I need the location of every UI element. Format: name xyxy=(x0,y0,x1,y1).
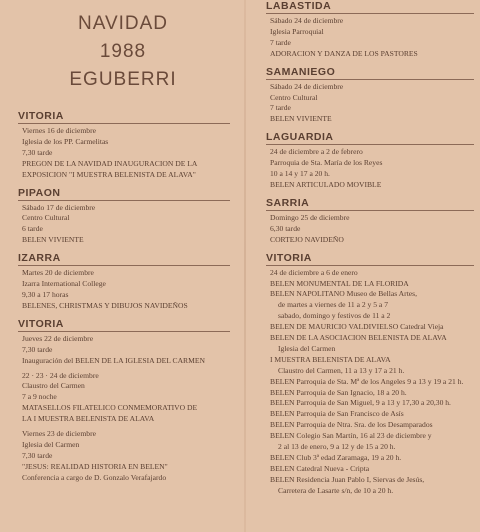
section-heading: PIPAON xyxy=(18,187,230,201)
event-line: 7,30 tarde xyxy=(22,344,53,354)
event-line: de martes a viernes de 11 a 2 y 5 a 7 xyxy=(278,300,388,310)
event-line: Sábado 17 de diciembre xyxy=(22,202,96,212)
event-line: BELEN Club 3ª edad Zaramaga, 19 a 20 h. xyxy=(270,453,402,462)
event-line: PREGON DE LA NAVIDAD INAUGURACION DE LA xyxy=(22,158,198,168)
event-line: Claustro del Carmen xyxy=(22,381,85,391)
right-column xyxy=(266,0,474,503)
event-line: Iglesia del Carmen xyxy=(22,439,80,449)
event-line: Parroquia de Sta. María de los Reyes xyxy=(270,158,383,168)
event-section xyxy=(18,318,230,484)
event-line: BELENES, CHRISTMAS Y DIBUJOS NAVIDEÑOS xyxy=(22,300,188,310)
event-line: BELEN ARTICULADO MOVIBLE xyxy=(270,179,382,189)
section-heading: VITORIA xyxy=(18,110,230,124)
event-section xyxy=(266,66,474,126)
event-line: 9,30 a 17 horas xyxy=(22,289,69,299)
event-line: BELEN NAPOLITANO Museo de Bellas Artes, xyxy=(270,289,418,299)
event-line: Viernes 23 de diciembre xyxy=(22,429,96,439)
event-line: Viernes 16 de diciembre xyxy=(22,126,96,135)
event-section xyxy=(266,0,474,60)
event-line: CORTEJO NAVIDEÑO xyxy=(270,234,344,244)
event-line: Jueves 22 de diciembre xyxy=(22,333,94,343)
event-line: 24 de diciembre a 2 de febrero xyxy=(270,147,363,157)
section-heading: LABASTIDA xyxy=(266,0,474,14)
title-line-3: EGUBERRI xyxy=(69,69,177,90)
event-line: 7,30 tarde xyxy=(22,450,53,460)
event-line: Claustro del Carmen, 11 a 13 y 17 a 21 h. xyxy=(278,365,405,375)
left-column xyxy=(18,0,230,490)
event-line: 7,30 tarde xyxy=(22,147,53,157)
event-line: 10 a 14 y 17 a 20 h. xyxy=(270,169,330,179)
event-line: Inauguración del BELEN DE LA IGLESIA DEL CARMEN xyxy=(22,355,205,365)
section-heading: VITORIA xyxy=(18,318,230,332)
event-line: Centro Cultural xyxy=(270,92,318,102)
event-line: sabado, domingo y festivos de 11 a 2 xyxy=(278,311,391,321)
event-line: "JESUS: REALIDAD HISTORIA EN BELEN" xyxy=(22,461,168,471)
section-heading: SAMANIEGO xyxy=(266,66,474,80)
event-line: LA I MUESTRA BELENISTA DE ALAVA xyxy=(22,414,155,424)
event-line: Carretera de Lasarte s/n, de 10 a 20 h. xyxy=(278,485,394,495)
event-section xyxy=(266,131,474,191)
event-line: Domingo 25 de diciembre xyxy=(270,212,350,222)
event-section xyxy=(18,187,230,247)
event-line: BELEN VIVIENTE xyxy=(22,235,84,245)
event-line: 7 a 9 noche xyxy=(22,392,57,402)
event-section xyxy=(18,252,230,312)
section-heading: LAGUARDIA xyxy=(266,131,474,145)
event-line: BELEN Residencia Juan Pablo I, Siervas de Jesús, xyxy=(270,474,425,484)
event-line: 6,30 tarde xyxy=(270,223,301,233)
event-line: Conferencia a cargo de D. Gonzalo Verafajardo xyxy=(22,472,167,482)
event-section xyxy=(18,110,230,181)
event-line: BELEN Parroquia de San Ignacio, 18 a 20 h. xyxy=(270,387,407,397)
section-heading: VITORIA xyxy=(266,252,474,266)
title-line-2: 1988 xyxy=(99,41,147,62)
event-line: ADORACION Y DANZA DE LOS PASTORES xyxy=(270,48,418,58)
event-line: 6 tarde xyxy=(22,224,43,234)
event-line: Iglesia de los PP. Carmelitas xyxy=(22,136,109,146)
event-line: BELEN VIVIENTE xyxy=(270,114,332,124)
title-line-1: NAVIDAD xyxy=(77,13,169,34)
event-line: EXPOSICION "I MUESTRA BELENISTA DE ALAVA" xyxy=(22,169,196,179)
event-line: BELEN Catedral Nueva - Cripta xyxy=(270,463,370,473)
program-title xyxy=(18,10,228,94)
event-line: Izarra International College xyxy=(22,279,106,289)
event-line: MATASELLOS FILATELICO CONMEMORATIVO DE xyxy=(22,403,198,413)
event-line: 24 de diciembre a 6 de enero xyxy=(270,267,358,277)
section-heading: IZARRA xyxy=(18,252,230,266)
event-line: 7 tarde xyxy=(270,37,291,47)
event-line: 2 al 13 de enero, 9 a 12 y de 15 a 20 h. xyxy=(278,442,396,452)
event-line: BELEN Parroquia de Sta. Mª de los Angeles 9 a 13 y 19 a 21 h. xyxy=(270,376,464,386)
event-line: I MUESTRA BELENISTA DE ALAVA xyxy=(270,354,391,364)
event-line: BELEN DE LA ASOCIACION BELENISTA DE ALAVA xyxy=(270,333,447,343)
event-line: Iglesia Parroquial xyxy=(270,26,324,36)
event-line: 7 tarde xyxy=(270,103,291,113)
event-section xyxy=(266,197,474,246)
event-line: BELEN MONUMENTAL DE LA FLORIDA xyxy=(270,278,409,288)
section-heading: SARRIA xyxy=(266,197,474,211)
event-line: BELEN Colegio San Martín, 16 al 23 de diciembre y xyxy=(270,431,432,441)
event-line: Sábado 24 de diciembre xyxy=(270,16,344,25)
event-line: BELEN Parroquia de San Francisco de Asís xyxy=(270,409,404,419)
event-line: Iglesia del Carmen xyxy=(278,343,336,353)
event-section xyxy=(266,252,474,497)
event-line: BELEN Parroquia de San Miguel, 9 a 13 y 17,30 a 20,30 h. xyxy=(270,398,451,408)
event-line: Martes 20 de diciembre xyxy=(22,268,94,278)
event-line: BELEN DE MAURICIO VALDIVIELSO Catedral Vieja xyxy=(270,322,444,332)
event-line: 22 · 23 · 24 de diciembre xyxy=(22,370,99,380)
event-line: Sábado 24 de diciembre xyxy=(270,81,344,91)
page-fold xyxy=(244,0,246,532)
event-line: Centro Cultural xyxy=(22,213,70,223)
event-line: BELEN Parroquia de Ntra. Sra. de los Desamparados xyxy=(270,420,433,430)
